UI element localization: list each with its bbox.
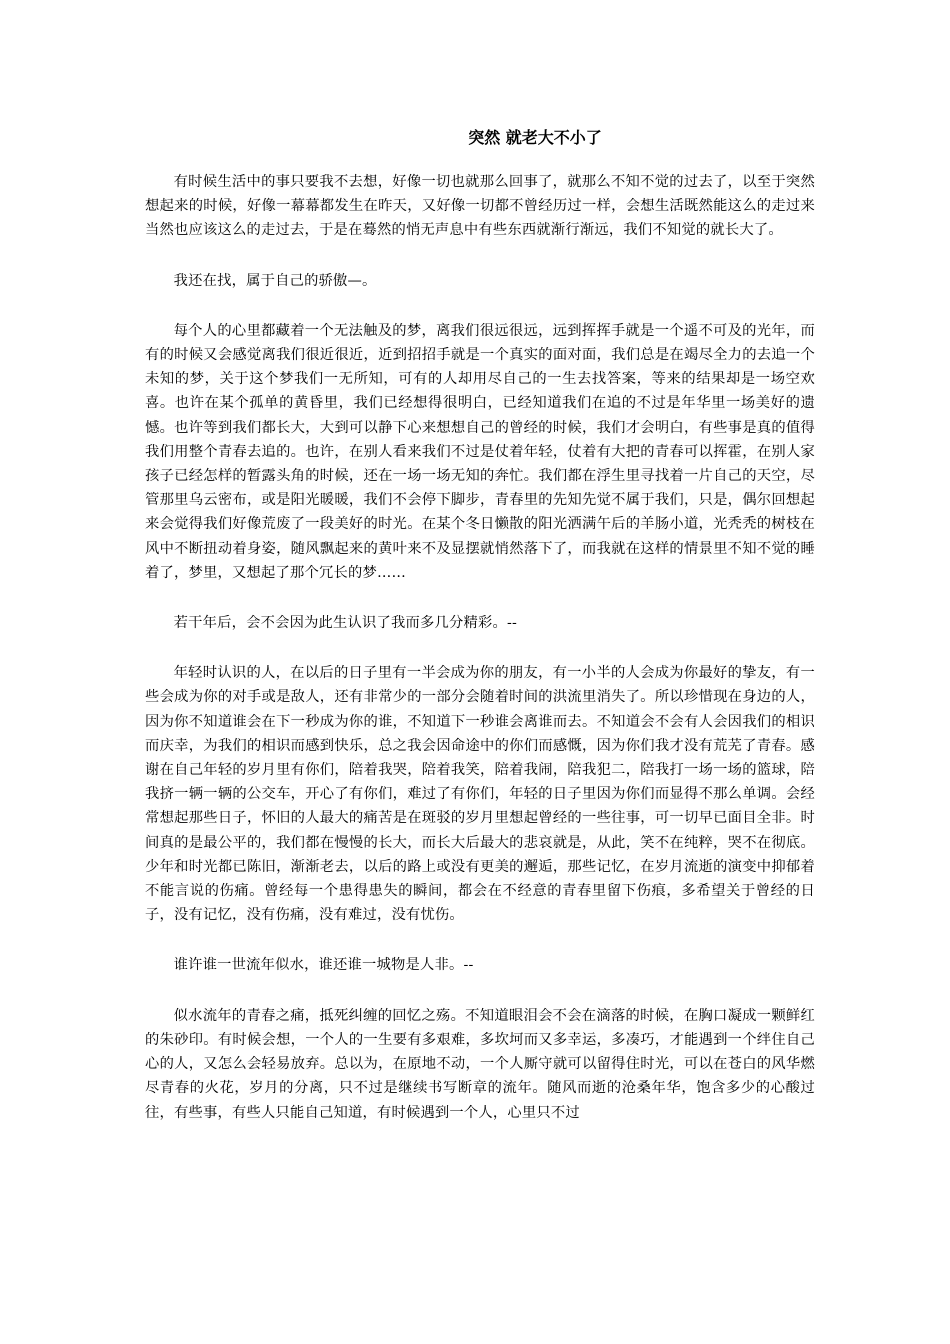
paragraph-1: 有时候生活中的事只要我不去想，好像一切也就那么回事了，就那么不知不觉的过去了，以至于突然想起来的时候，好像一幕幕都发生在昨天，又好像一切都不曾经历过一样，会想生活既然能这么的走过来当然也应该这么的走过去，于是在蓦然的悄无声息中有些东西就渐行渐远，我们不知觉的就长大了。 [145,174,815,239]
document-page [145,0,815,1125]
paragraph-3: 每个人的心里都藏着一个无法触及的梦，离我们很远很远，远到挥挥手就是一个遥不可及的光年，而有的时候又会感觉离我们很近很近，近到招招手就是一个真实的面对面，我们总是在竭尽全力的去追一个未知的梦，关于这个梦我们一无所知，可有的人却用尽自己的一生去找答案，等来的结果却是一场空欢喜。也许在某个孤单的黄昏里，我们已经想得很明白，已经知道我们在追的不过是年华里一场美好的遗憾。也许等到我们都长大，大到可以静下心来想想自己的曾经的时候，我们才会明白，有些事是真的值得我们用整个青春去追的。也许，在别人看来我们不过是仗着年轻，仗着有大把的青春可以挥霍，在别人家孩子已经怎样的暂露头角的时候，还在一场一场无知的奔忙。我们都在浮生里寻找着一片自己的天空，尽管那里乌云密布，或是阳光暖暖，我们不会停下脚步，青春里的先知先觉不属于我们，只是，偶尔回想起来会觉得我们好像荒废了一段美好的时光。在某个冬日懒散的阳光洒满午后的羊肠小道，光秃秃的树枝在风中不断扭动着身姿，随风飘起来的黄叶来不及显摆就悄然落下了，而我就在这样的情景里不知不觉的睡着了，梦里，又想起了那个冗长的梦…… [145,322,815,581]
document-title: 突然 就老大不小了 [468,128,602,147]
paragraph-2: 我还在找，属于自己的骄傲—。 [173,272,377,289]
paragraph-7: 似水流年的青春之痛，抵死纠缠的回忆之殇。不知道眼泪会不会在滴落的时候，在胸口凝成一颗鲜红的朱砂印。有时候会想，一个人的一生要有多艰难，多坎坷而又多幸运，多凑巧，才能遇到一个绊住自己心的人，又怎么会轻易放弃。总以为，在原地不动，一个人厮守就可以留得住时光，可以在苍白的风华燃尽青春的火花，岁月的分离，只不过是继续书写断章的流年。随风而逝的沧桑年华，饱含多少的心酸过往，有些事，有些人只能自己知道，有时候遇到一个人，心里只不过 [145,1007,815,1121]
paragraph-5: 年轻时认识的人，在以后的日子里有一半会成为你的朋友，有一小半的人会成为你最好的挚友，有一些会成为你的对手或是敌人，还有非常少的一部分会随着时间的洪流里消失了。所以珍惜现在身边的人，因为你不知道谁会在下一秒成为你的谁，不知道下一秒谁会离谁而去。不知道会不会有人会因我们的相识而庆幸，为我们的相识而感到快乐，总之我会因命途中的你们而感慨，因为你们我才没有荒芜了青春。感谢在自己年轻的岁月里有你们，陪着我哭，陪着我笑，陪着我闹，陪我犯二，陪我打一场一场的篮球，陪我挤一辆一辆的公交车，开心了有你们，难过了有你们，年轻的日子里因为你们而显得不那么单调。会经常想起那些日子，怀旧的人最大的痛苦是在斑驳的岁月里想起曾经的一些往事，可一切早已面目全非。时间真的是最公平的，我们都在慢慢的长大，而长大后最大的悲哀就是，从此，笑不在纯粹，哭不在彻底。少年和时光都已陈旧，渐渐老去，以后的路上或没有更美的邂逅，那些记忆，在岁月流逝的演变中抑郁着不能言说的伤痛。曾经每一个患得患失的瞬间，都会在不经意的青春里留下伤痕，多希望关于曾经的日子，没有记忆，没有伤痛，没有难过，没有忧伤。 [145,665,815,924]
paragraph-6: 谁许谁一世流年似水，谁还谁一城物是人非。-- [173,957,474,974]
paragraph-4: 若干年后，会不会因为此生认识了我而多几分精彩。-- [173,615,518,632]
